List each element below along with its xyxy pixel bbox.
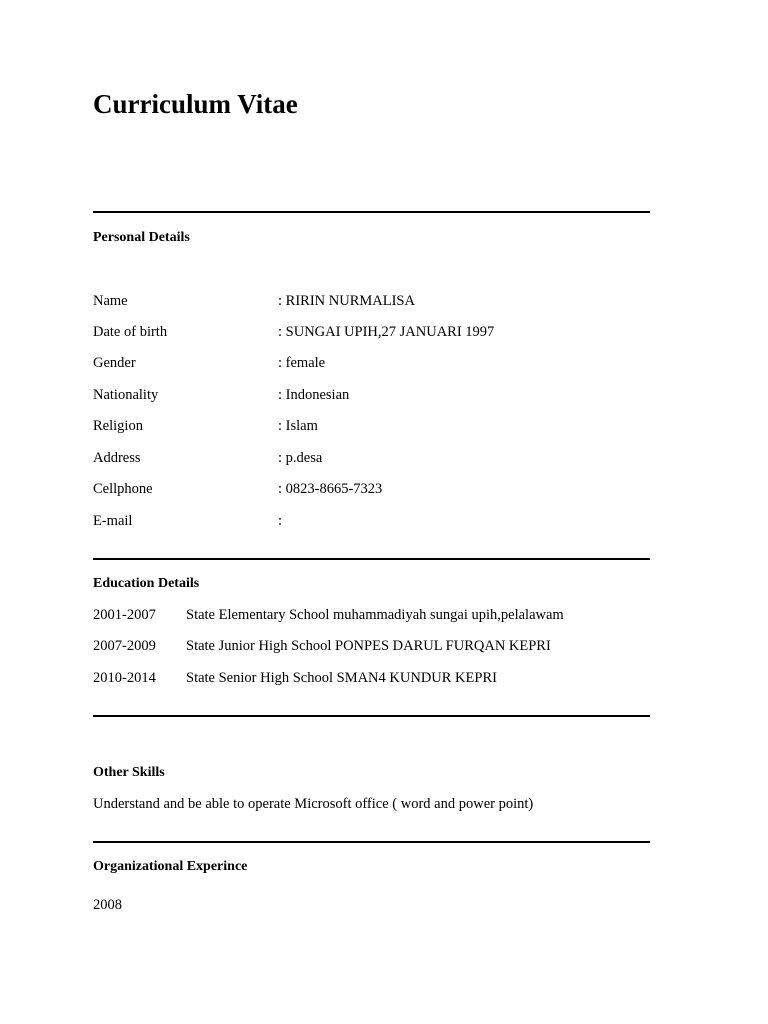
personal-value: : 0823-8665-7323 [278, 481, 383, 497]
personal-value: : p.desa [278, 450, 323, 466]
education-school: State Senior High School SMAN4 KUNDUR KEPRI [186, 670, 497, 686]
personal-value: : Islam [278, 418, 318, 434]
page-title: Curriculum Vitae [93, 89, 298, 119]
personal-value: : Indonesian [278, 387, 350, 403]
education-years: 2010-2014 [93, 670, 156, 686]
personal-label: E-mail [93, 513, 133, 529]
personal-label: Name [93, 293, 128, 309]
other-skills-text: Understand and be able to operate Microsoft office ( word and power point) [93, 796, 534, 812]
personal-value: : SUNGAI UPIH,27 JANUARI 1997 [278, 324, 495, 340]
education-years: 2001-2007 [93, 607, 156, 623]
personal-label: Gender [93, 355, 136, 371]
personal-label: Cellphone [93, 481, 153, 497]
other-skills-heading: Other Skills [93, 765, 165, 780]
education-school: State Elementary School muhammadiyah sungai upih,pelalawam [186, 607, 564, 623]
section-divider [93, 841, 650, 843]
personal-label: Religion [93, 418, 143, 434]
education-school: State Junior High School PONPES DARUL FURQAN KEPRI [186, 638, 551, 654]
personal-value: : RIRIN NURMALISA [278, 293, 415, 309]
section-divider [93, 558, 650, 560]
organizational-experience-heading: Organizational Experince [93, 859, 248, 874]
organizational-experience-year: 2008 [93, 897, 122, 913]
education-details-heading: Education Details [93, 576, 200, 591]
personal-label: Date of birth [93, 324, 168, 340]
personal-label: Address [93, 450, 141, 466]
personal-label: Nationality [93, 387, 159, 403]
personal-value: : female [278, 355, 326, 371]
section-divider [93, 715, 650, 717]
section-divider [93, 211, 650, 213]
education-years: 2007-2009 [93, 638, 156, 654]
personal-details-heading: Personal Details [93, 230, 190, 245]
personal-value: : [278, 513, 283, 529]
